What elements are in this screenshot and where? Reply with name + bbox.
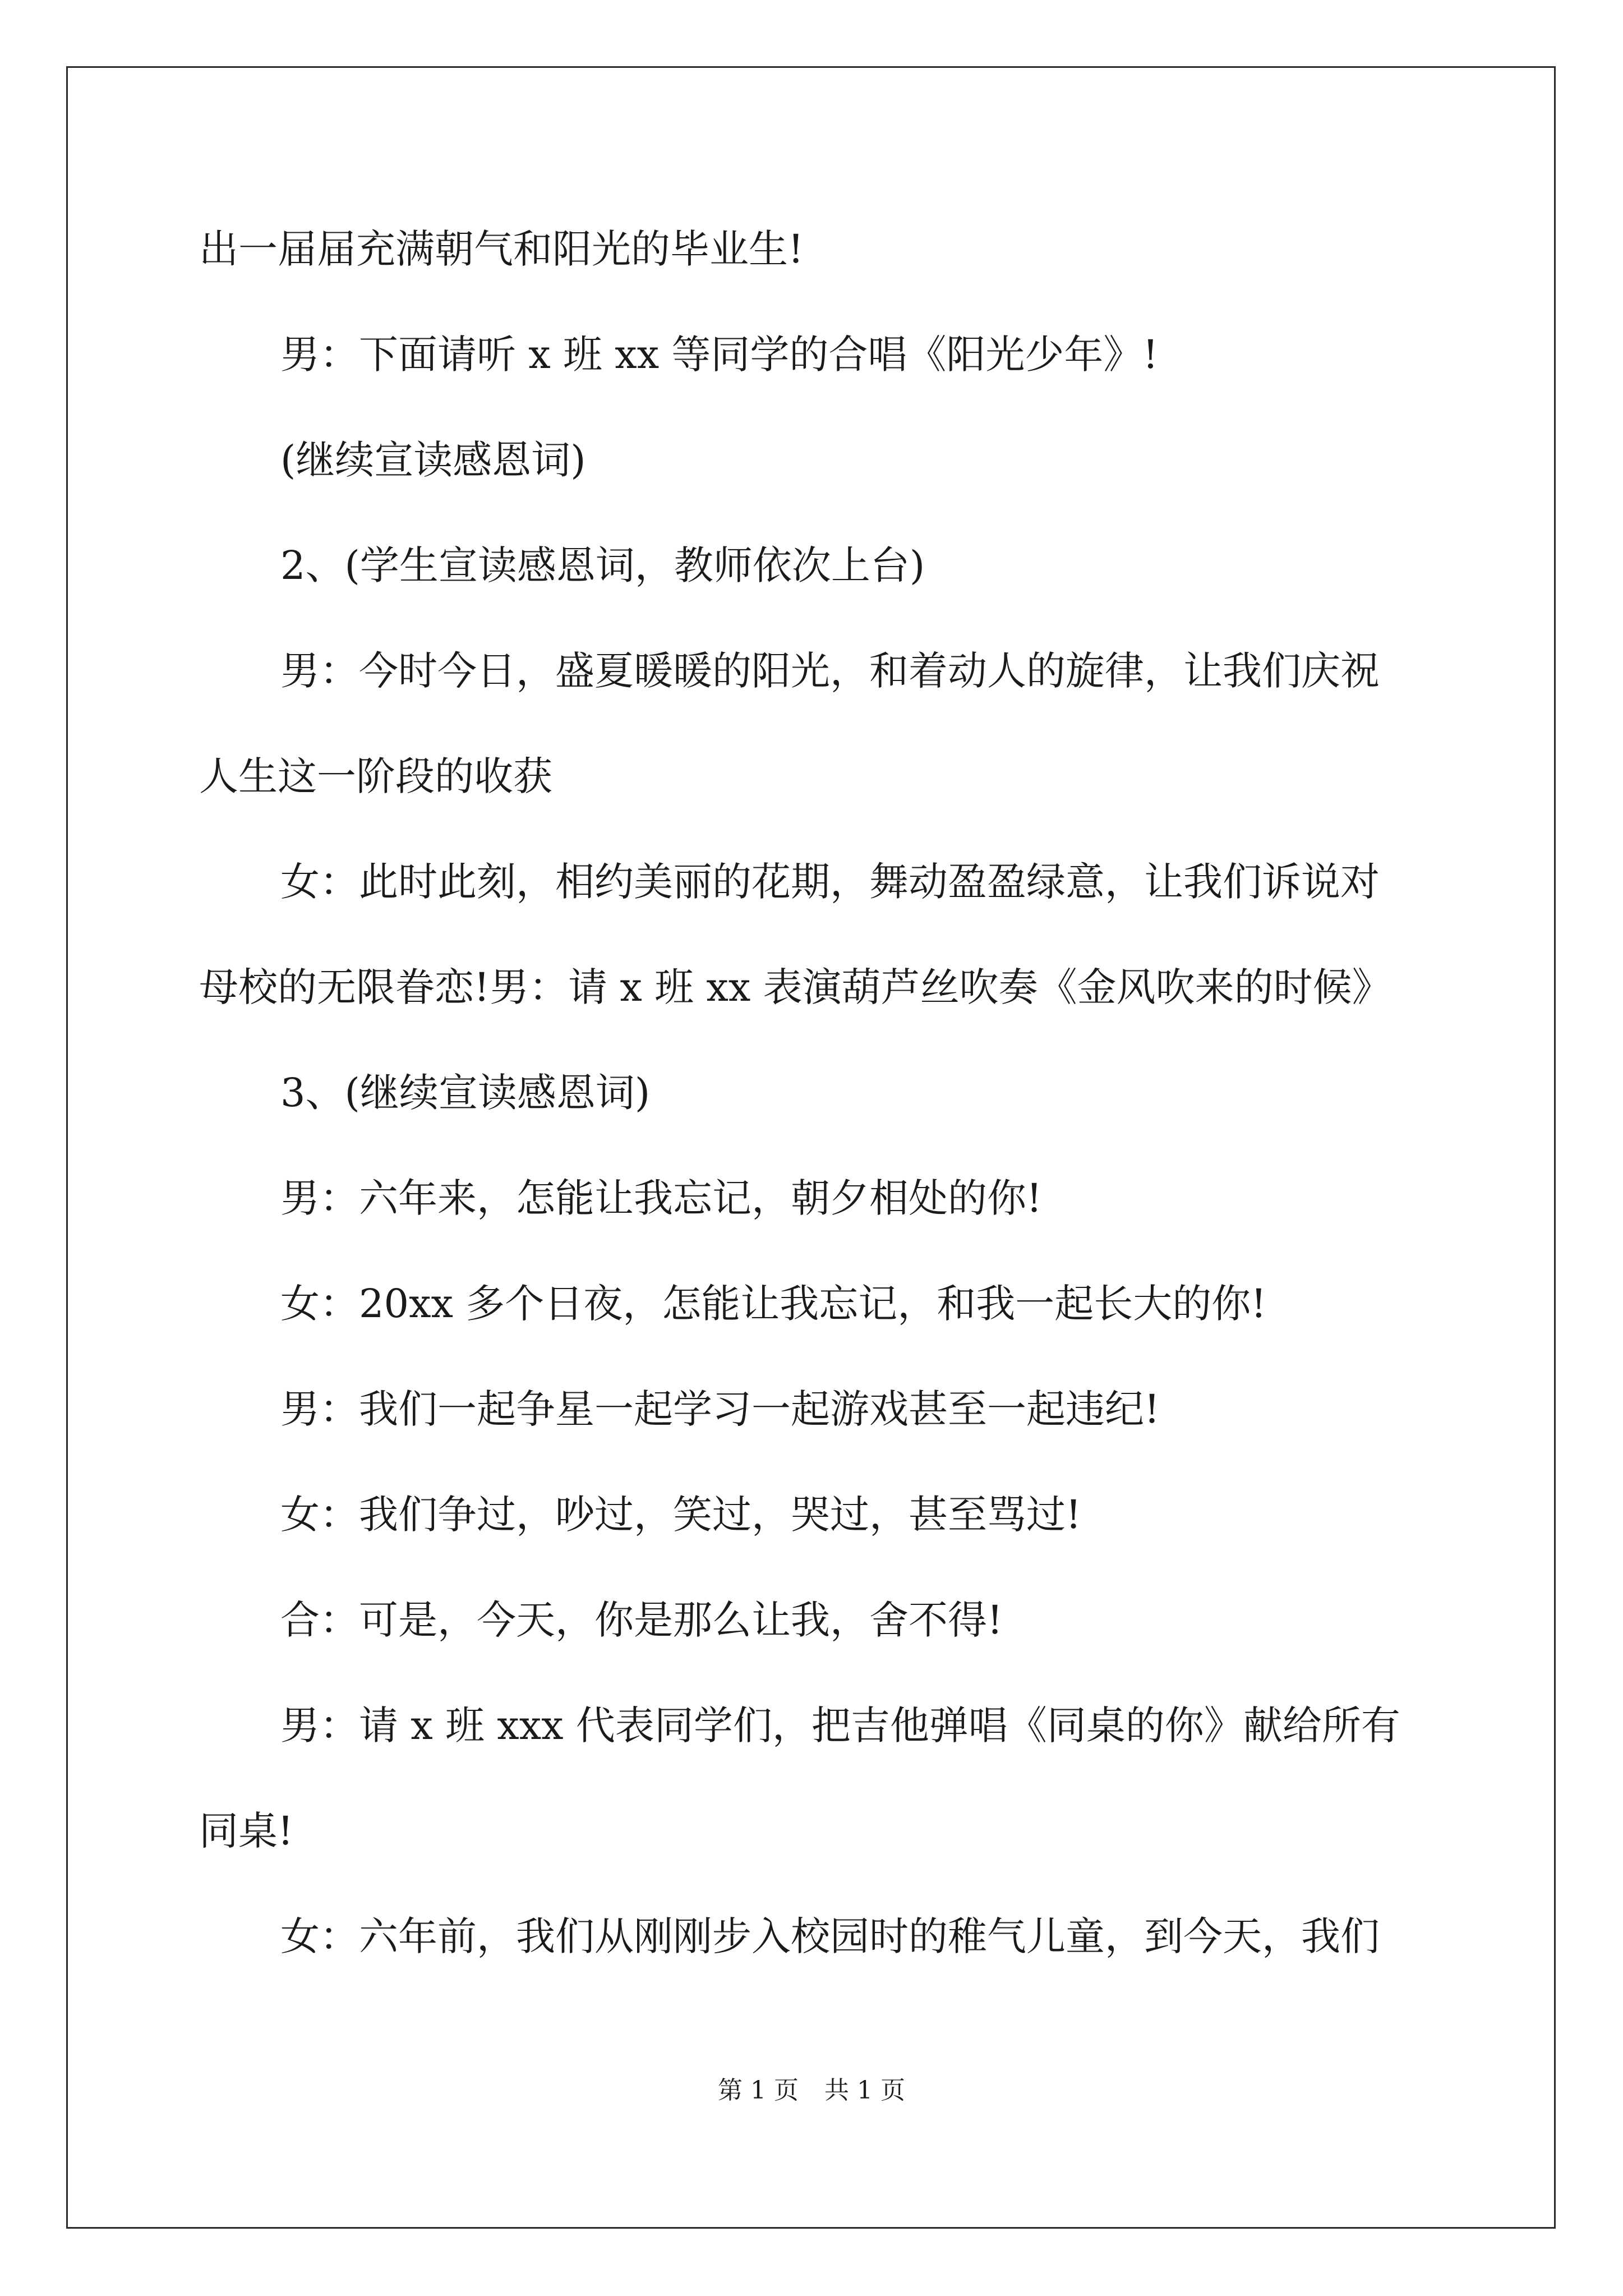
paragraph-9: 女：20xx 多个日夜，怎能让我忘记，和我一起长大的你! <box>280 1281 1267 1327</box>
paragraph-12: 合：可是，今天，你是那么让我，舍不得! <box>280 1597 1003 1643</box>
paragraph-7: 3、(继续宣读感恩词) <box>280 1070 651 1116</box>
paragraph-13-line-2: 同桌! <box>199 1808 294 1854</box>
document-body <box>199 196 1433 1989</box>
paragraph-4: 2、(学生宣读感恩词，教师依次上台) <box>280 542 925 588</box>
page-total: 共 1 页 <box>824 2076 905 2105</box>
paragraph-13-line-1: 男：请 x 班 xxx 代表同学们，把吉他弹唱《同桌的你》献给所有 <box>280 1703 1400 1749</box>
paragraph-8: 男：六年来，怎能让我忘记，朝夕相处的你! <box>280 1175 1043 1221</box>
paragraph-5-line-1: 男：今时今日，盛夏暖暖的阳光，和着动人的旋律，让我们庆祝 <box>280 648 1380 694</box>
page-footer <box>0 2070 1623 2106</box>
paragraph-5-line-2: 人生这一阶段的收获 <box>199 753 552 799</box>
paragraph-6-line-2: 母校的无限眷恋!男：请 x 班 xx 表演葫芦丝吹奏《金风吹来的时候》 <box>199 964 1391 1010</box>
page-number: 第 1 页 <box>718 2076 799 2105</box>
paragraph-2: 男：下面请听 x 班 xx 等同学的合唱《阳光少年》! <box>280 332 1159 378</box>
paragraph-1: 出一届届充满朝气和阳光的毕业生! <box>199 226 804 272</box>
paragraph-6-line-1: 女：此时此刻，相约美丽的花期，舞动盈盈绿意，让我们诉说对 <box>280 859 1380 905</box>
paragraph-14: 女：六年前，我们从刚刚步入校园时的稚气儿童，到今天，我们 <box>280 1913 1380 1959</box>
paragraph-11: 女：我们争过，吵过，笑过，哭过，甚至骂过! <box>280 1492 1082 1538</box>
paragraph-3: (继续宣读感恩词) <box>280 437 586 483</box>
paragraph-10: 男：我们一起争星一起学习一起游戏甚至一起违纪! <box>280 1386 1160 1432</box>
